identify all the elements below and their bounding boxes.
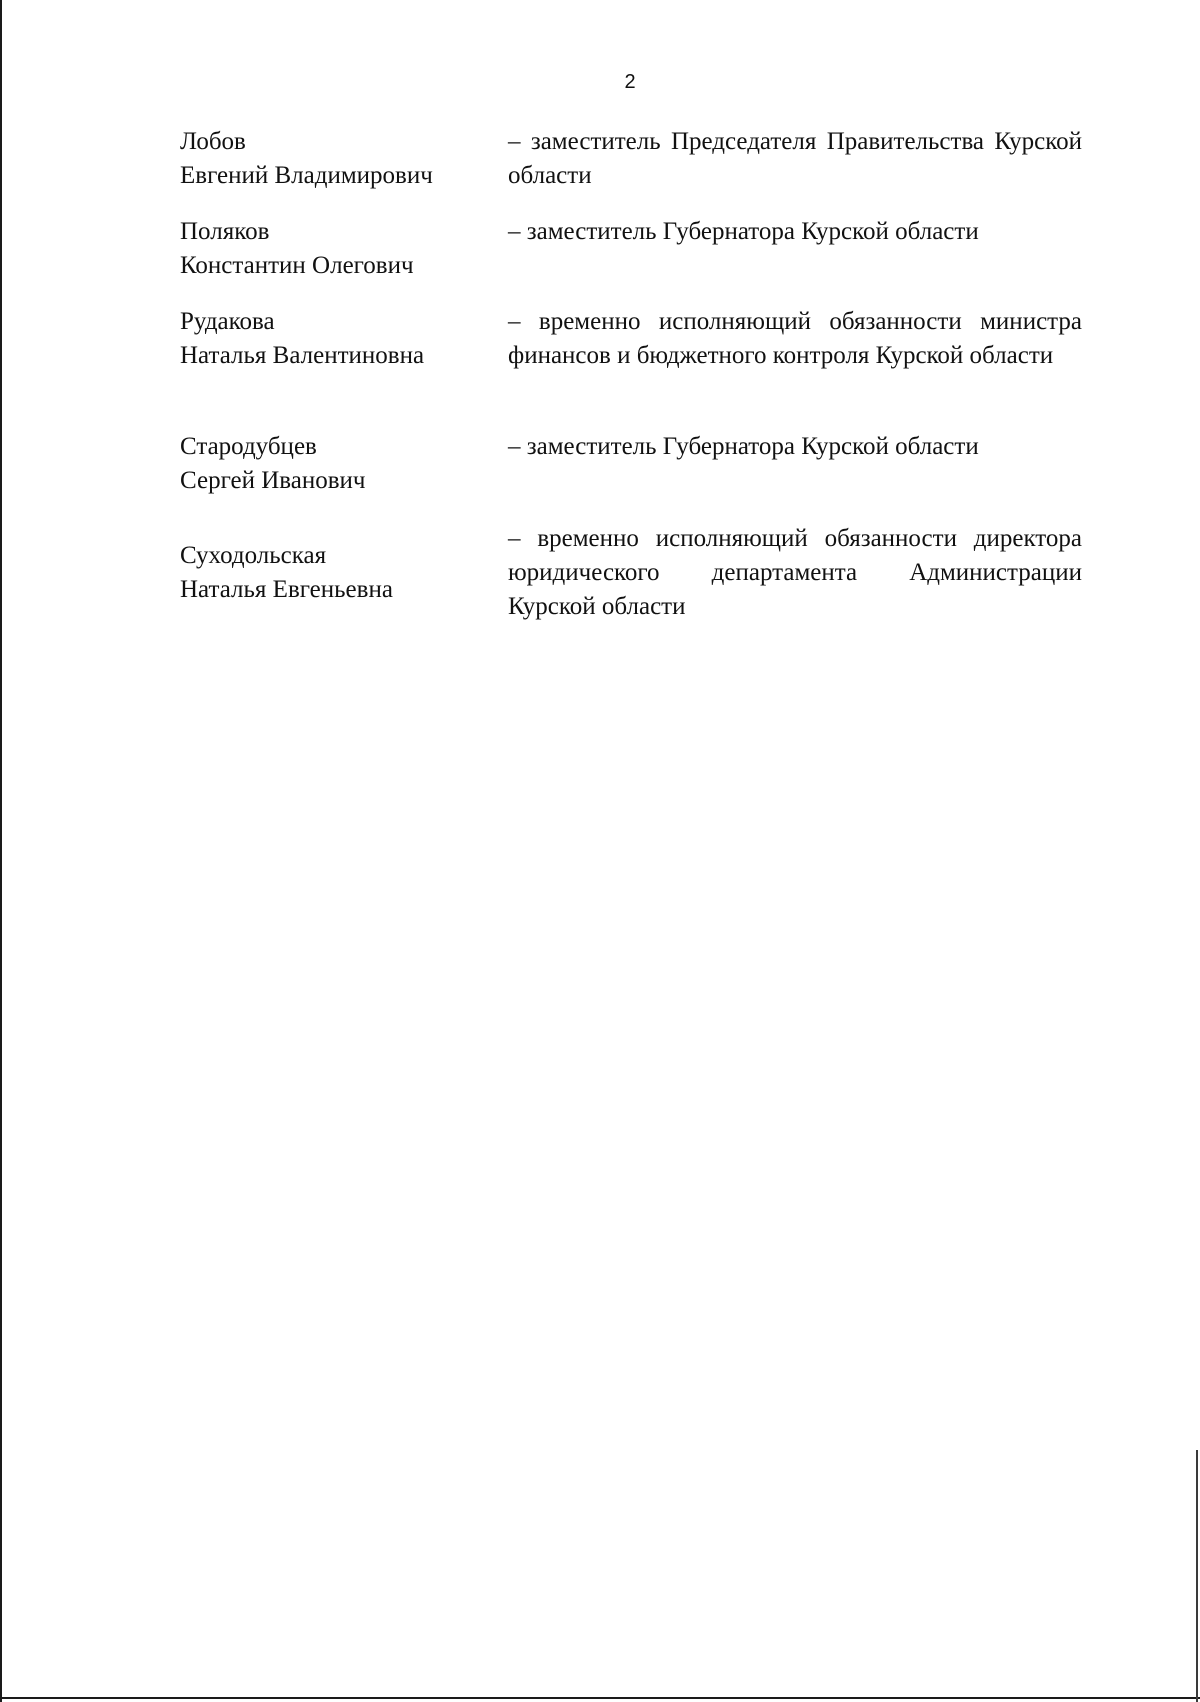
person-name [180, 305, 480, 373]
scan-edge-left [0, 0, 2, 1702]
scan-edge-right [1196, 1450, 1198, 1702]
person-surname: Суходольская [180, 542, 327, 569]
page-number: 2 [624, 71, 636, 93]
person-name [180, 430, 480, 498]
person-given-names: Константин Олегович [180, 252, 414, 279]
person-name [180, 539, 480, 607]
person-surname: Рудакова [180, 308, 275, 335]
person-given-names: Наталья Евгеньевна [180, 576, 393, 603]
person-given-names: Наталья Валентиновна [180, 342, 425, 369]
person-surname: Поляков [180, 218, 270, 245]
person-surname: Стародубцев [180, 433, 317, 460]
person-position: – временно исполняющий обязанности директора юридического департамента Администрации Курской области [508, 525, 1082, 620]
person-position: – заместитель Губернатора Курской области [508, 218, 979, 245]
person-given-names: Евгений Владимирович [180, 162, 433, 189]
person-given-names: Сергей Иванович [180, 467, 366, 494]
scan-edge-bottom [0, 1697, 1200, 1699]
person-name [180, 215, 480, 283]
person-position: – временно исполняющий обязанности министра финансов и бюджетного контроля Курской области [508, 308, 1082, 369]
person-name [180, 125, 480, 193]
person-surname: Лобов [180, 128, 246, 155]
person-position: – заместитель Губернатора Курской области [508, 433, 979, 460]
person-position: – заместитель Председателя Правительства Курской области [508, 128, 1082, 189]
